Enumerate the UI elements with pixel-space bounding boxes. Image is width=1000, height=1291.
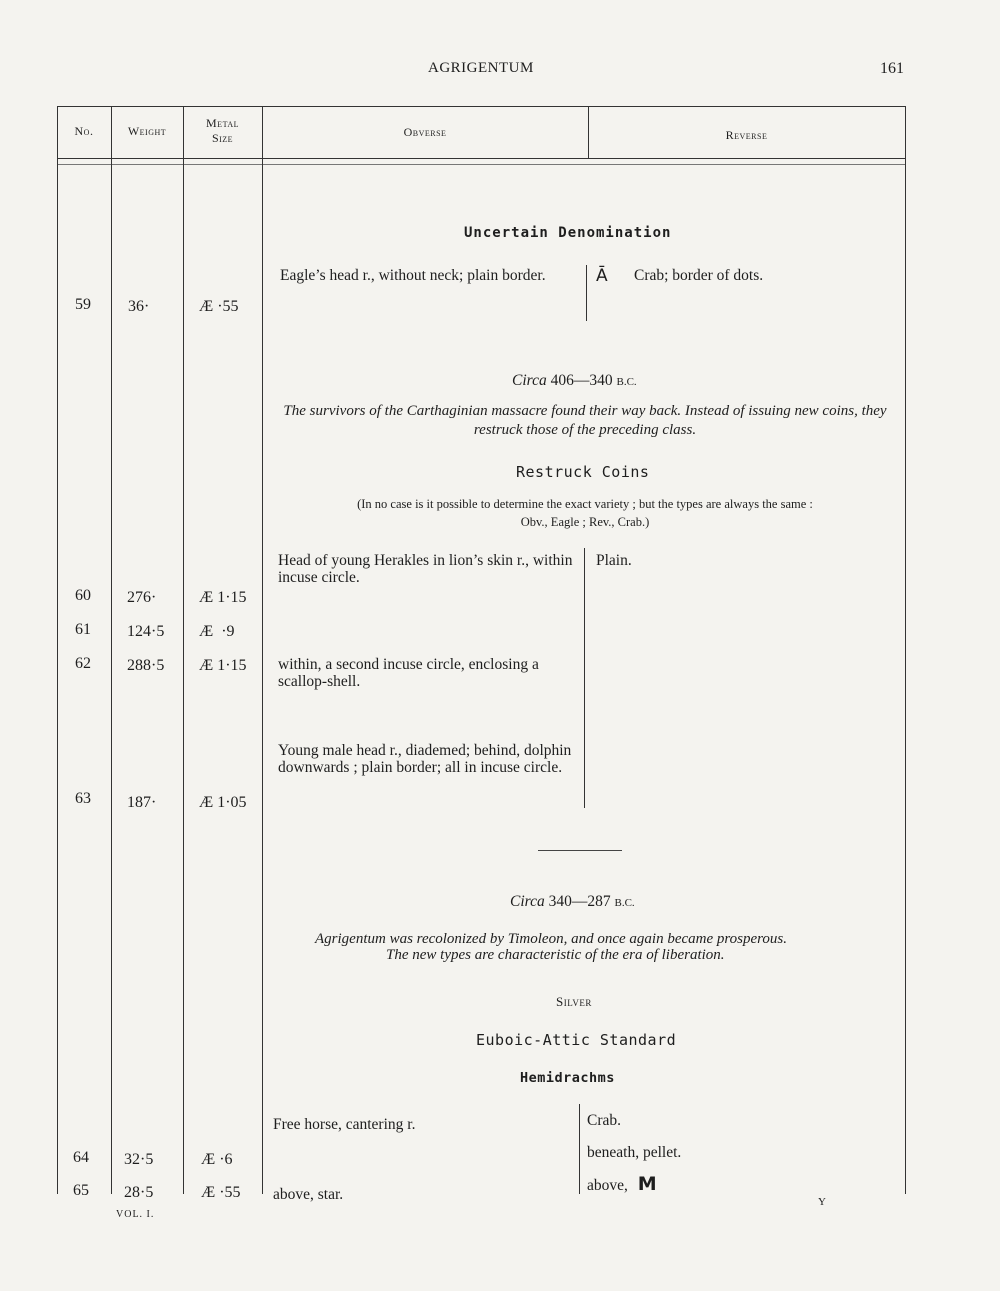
row-metal-63: Æ 1·05 [199, 794, 247, 811]
obverse-description-59: Eagle’s head r., without neck; plain border. [280, 267, 546, 284]
section-heading-restruck-coins: Restruck Coins [516, 463, 650, 481]
col-header-size: Size [211, 131, 234, 145]
reverse-description-64b: beneath, pellet. [587, 1144, 682, 1161]
row-weight-63: 187· [127, 794, 157, 811]
obverse-description-64: Free horse, cantering r. [273, 1116, 416, 1133]
date-era: B.C. [614, 897, 635, 909]
obverse-reverse-divider-59 [586, 265, 587, 321]
row-weight-65: 28·5 [124, 1184, 154, 1201]
obverse-description-63: Young male head r., diademed; behind, dolphin downwards ; plain border; all in incuse circle. [278, 742, 572, 776]
col-header-obverse: Obverse [403, 125, 447, 139]
obverse-description-65: above, star. [273, 1186, 344, 1203]
row-metal-61: Æ ·9 [199, 623, 235, 640]
row-metal-59: Æ ·55 [199, 298, 239, 315]
date-range: 340—287 [544, 893, 615, 910]
table-left-border [57, 106, 58, 1194]
date-range: 406—340 [546, 372, 617, 389]
obverse-reverse-divider-64-65 [579, 1104, 580, 1194]
historical-note-340-287-line1: Agrigentum was recolonized by Timoleon, and once again became prosperous. [315, 931, 788, 947]
date-era: B.C. [616, 376, 637, 388]
metal-heading-silver: Silver [556, 994, 592, 1009]
row-no-59: 59 [75, 296, 91, 313]
reverse-monogram-65: M [637, 1173, 657, 1195]
date-prefix: Circa [512, 372, 547, 389]
printer-signature: Y [818, 1196, 826, 1208]
row-weight-60: 276· [127, 589, 157, 606]
row-no-60: 60 [75, 587, 91, 604]
row-no-65: 65 [73, 1182, 89, 1199]
row-no-64: 64 [73, 1149, 89, 1166]
row-metal-62: Æ 1·15 [199, 657, 247, 674]
col-header-reverse: Reverse [725, 128, 768, 142]
section-separator [538, 850, 622, 851]
restruck-note-line1: (In no case is it possible to determine the exact variety ; but the types are always the same : [357, 497, 813, 511]
reverse-monogram-59: Ā [596, 266, 608, 286]
row-weight-61: 124·5 [127, 623, 165, 640]
volume-signature: VOL. I. [116, 1209, 155, 1220]
row-metal-65: Æ ·55 [201, 1184, 241, 1201]
page-number: 161 [880, 60, 904, 77]
col-divider-weight [111, 106, 112, 1194]
col-header-metal: Metal [206, 116, 239, 130]
row-metal-64: Æ ·6 [201, 1151, 233, 1168]
col-header-no: No. [74, 124, 94, 138]
restruck-note-line2: Obv., Eagle ; Rev., Crab.) [520, 515, 650, 529]
date-heading-340-287 [510, 893, 635, 911]
historical-note-340-287-line2: The new types are characteristic of the era of liberation. [386, 947, 725, 963]
table-right-border [905, 106, 906, 1194]
row-metal-60: Æ 1·15 [199, 589, 247, 606]
historical-note-406-340: The survivors of the Carthaginian massacre found their way back. Instead of issuing new coins, they restruck those of the preceding class. [283, 403, 887, 438]
table-header-rule-2 [57, 164, 906, 165]
obverse-reverse-divider-60-63 [584, 548, 585, 808]
col-divider-obverse [262, 106, 263, 1194]
row-weight-59: 36· [128, 298, 150, 315]
table-header-rule [57, 158, 906, 159]
reverse-description-64: Crab. [587, 1112, 622, 1129]
date-heading-406-340 [512, 372, 637, 390]
obverse-description-60: Head of young Herakles in lion’s skin r., within incuse circle. [278, 552, 573, 586]
row-no-62: 62 [75, 655, 91, 672]
reverse-description-59: Crab; border of dots. [634, 267, 764, 284]
reverse-text-65: above, [587, 1177, 628, 1194]
row-no-63: 63 [75, 790, 91, 807]
section-heading-uncertain-denomination: Uncertain Denomination [464, 225, 672, 241]
row-weight-64: 32·5 [124, 1151, 154, 1168]
obverse-description-62: within, a second incuse circle, enclosing a scallop-shell. [278, 656, 539, 690]
col-divider-metal [183, 106, 184, 1194]
row-no-61: 61 [75, 621, 91, 638]
reverse-description-60: Plain. [596, 552, 632, 569]
col-header-weight: Weight [127, 124, 167, 138]
standard-heading: Euboic-Attic Standard [476, 1031, 677, 1049]
denomination-heading-hemidrachms: Hemidrachms [520, 1070, 615, 1086]
date-prefix: Circa [510, 893, 545, 910]
reverse-description-65 [587, 1173, 657, 1195]
table-top-rule [57, 106, 906, 107]
page-title: AGRIGENTUM [428, 60, 534, 76]
row-weight-62: 288·5 [127, 657, 165, 674]
